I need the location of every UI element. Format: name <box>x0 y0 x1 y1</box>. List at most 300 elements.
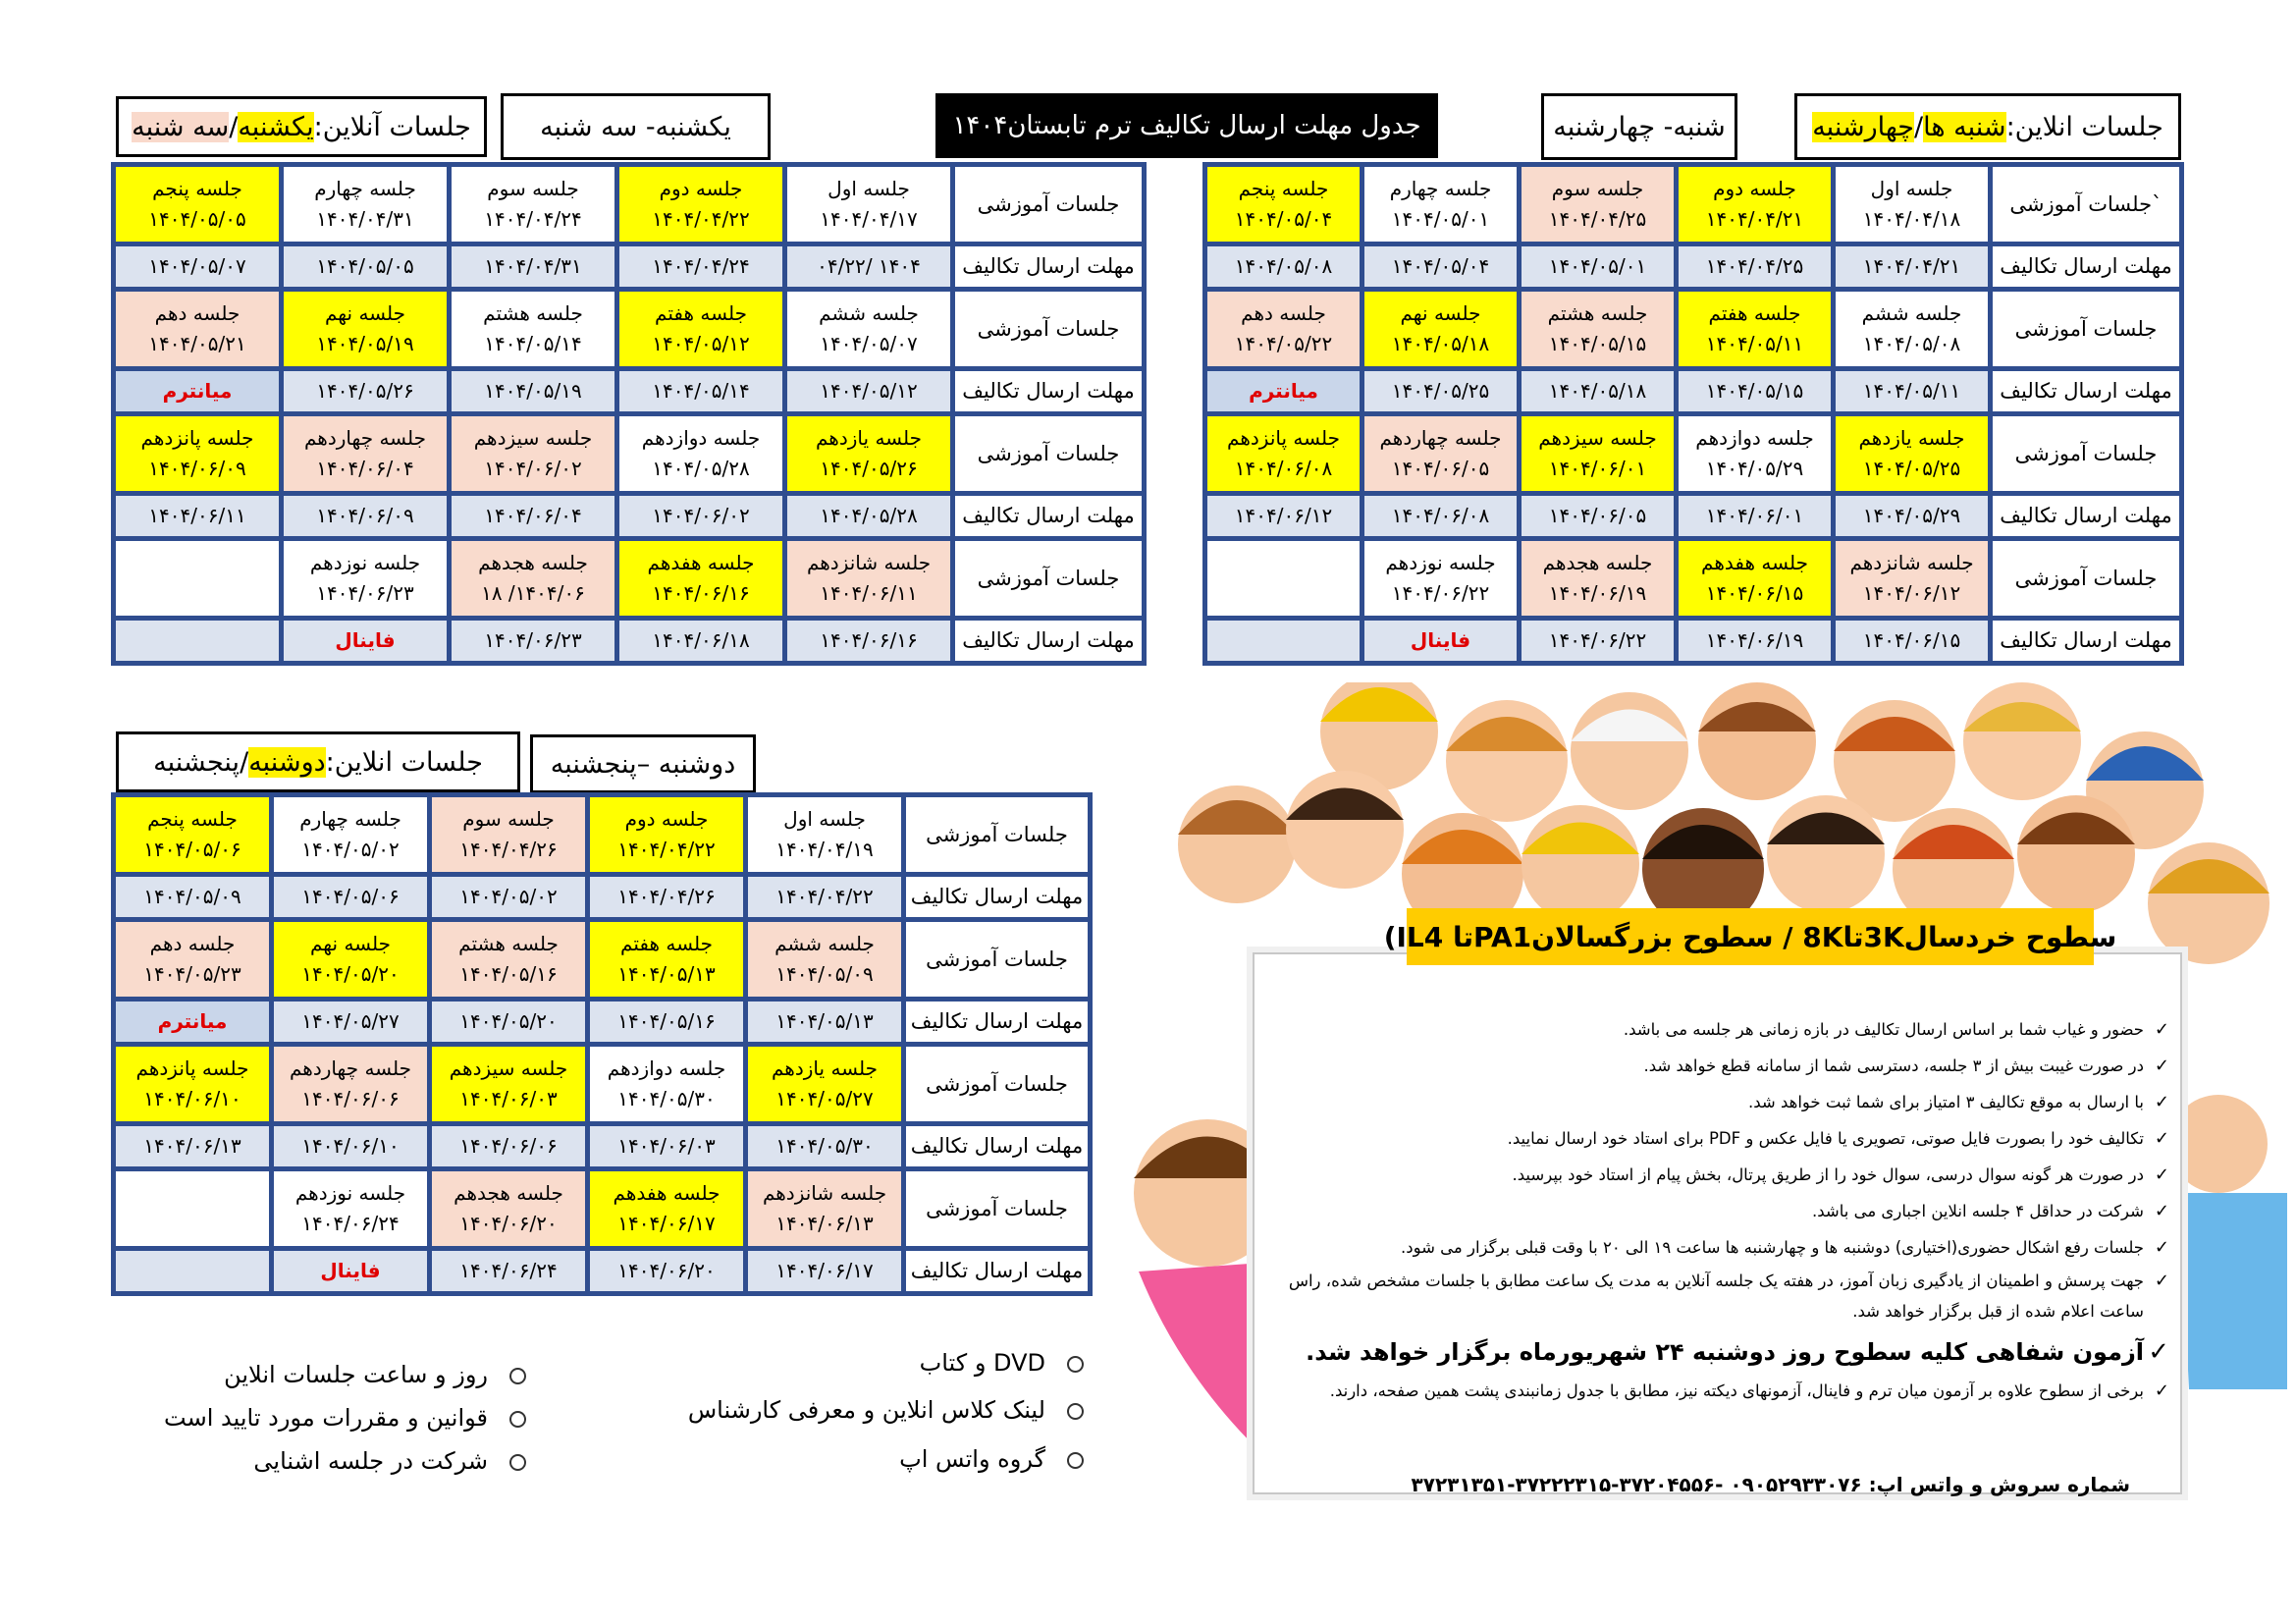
deadline-row <box>116 1251 1088 1291</box>
session-date: ۱۴۰۴/۰۵/۲۶ <box>820 457 918 480</box>
session-name: جلسه اول <box>1870 177 1953 200</box>
session-cell <box>452 167 614 242</box>
deadline-cell: ۱۴۰۴/۰۶/۲۲ <box>1522 621 1674 661</box>
deadline-row <box>116 621 1142 661</box>
session-cell <box>787 541 950 616</box>
row-label-sessions: `جلسات آموزشی <box>1993 167 2179 242</box>
session-name: جلسه دوازدهم <box>641 426 761 450</box>
rule-item <box>1276 1193 2169 1229</box>
deadline-cell: ۱۴۰۴/۰۵/۱۱ <box>1836 371 1988 411</box>
session-cell <box>590 1047 743 1121</box>
session-date: ۱۴۰۴/۰۵/۱۲ <box>652 332 750 355</box>
session-date: ۱۴۰۴/۰۴/۲۵ <box>1548 207 1647 231</box>
circle-bullet-icon <box>509 1368 526 1384</box>
session-date: ۱۴۰۴/۰۵/۲۳ <box>143 962 241 986</box>
deadline-cell: ۱۴۰۴/۰۵/۱۹ <box>452 371 614 411</box>
deadline-cell: ۱۴۰۴/۰۶/۰۴ <box>452 496 614 536</box>
session-cell <box>1679 292 1831 366</box>
session-cell <box>1522 541 1674 616</box>
row-label-deadline: مهلت ارسال تکالیف <box>1993 496 2179 536</box>
deadline-cell <box>116 1251 269 1291</box>
bullet-text: گروه واتس اپ <box>899 1445 1045 1473</box>
session-name: جلسه نوزدهم <box>1385 551 1496 574</box>
session-name: جلسه چهاردهم <box>1379 426 1502 450</box>
session-cell <box>1522 416 1674 491</box>
session-cell <box>590 1171 743 1246</box>
session-date: ۱۴۰۴/۰۵/۰۸ <box>1862 332 1961 355</box>
deadline-cell: ۱۴۰۴/۰۴/۲۵ <box>1679 246 1831 287</box>
label-prefix: جلسات آنلاین: <box>313 111 471 142</box>
session-cell <box>590 797 743 872</box>
bullet-item <box>224 1361 526 1388</box>
exam-cell: میانترم <box>116 371 279 411</box>
rule-text: شرکت در حداقل ۴ جلسه انلاین اجباری می باشد. <box>1812 1202 2144 1220</box>
session-cell <box>1207 416 1360 491</box>
session-name: جلسه هفدهم <box>613 1181 721 1205</box>
session-name: جلسه هشتم <box>1547 301 1648 325</box>
session-cell <box>274 1047 427 1121</box>
check-icon: ✓ <box>2154 1019 2169 1040</box>
page-title-text: جدول مهلت ارسال تکالیف ترم تابستان۱۴۰۴ <box>952 111 1421 140</box>
session-date: ۱۴۰۴/۰۵/۱۳ <box>617 962 716 986</box>
session-cell <box>1364 167 1517 242</box>
session-name: جلسه چهارم <box>299 807 401 831</box>
row-label-deadline: مهلت ارسال تکالیف <box>955 371 1142 411</box>
session-date: ۱۴۰۴/۰۵/۰۲ <box>301 838 400 861</box>
deadline-cell: ۱۴۰۴/۰۵/۰۴ <box>1364 246 1517 287</box>
session-name: جلسه دوازدهم <box>607 1056 726 1080</box>
session-date: ۱۴۰۴/۰۶/ ۱۸ <box>481 581 585 605</box>
rule-item-oral-exam <box>1276 1328 2169 1376</box>
session-cell <box>116 167 279 242</box>
session-row <box>116 292 1142 366</box>
session-cell <box>274 922 427 997</box>
session-name: جلسه هشتم <box>483 301 583 325</box>
session-date: ۱۴۰۴/۰۵/۲۷ <box>775 1087 874 1110</box>
rule-text: جهت پرسش و اطمینان از یادگیری زبان آموز، در هفته یک جلسه آنلاین به مدت یک ساعت مطابق با جلسات مشخص شده، راس ساعت اعلام شده از قبل برگزار خواهد شد. <box>1288 1272 2144 1321</box>
session-date: ۱۴۰۴/۰۶/۱۶ <box>652 581 750 605</box>
session-cell <box>1364 416 1517 491</box>
session-name: جلسه پنجم <box>1238 177 1329 200</box>
session-cell <box>1522 167 1674 242</box>
check-icon: ✓ <box>2154 1128 2169 1149</box>
deadline-cell: ۱۴۰۴/۰۵/۰۱ <box>1522 246 1674 287</box>
session-cell <box>787 416 950 491</box>
session-date: ۱۴۰۴/۰۶/۱۲ <box>1862 581 1961 605</box>
session-name: جلسه ششم <box>774 932 875 955</box>
deadline-cell: ۱۴۰۴/۰۵/۱۲ <box>787 371 950 411</box>
row-label-deadline: مهلت ارسال تکالیف <box>1993 246 2179 287</box>
row-label-sessions: جلسات آموزشی <box>955 167 1142 242</box>
session-name: جلسه چهارم <box>1389 177 1492 200</box>
deadline-row <box>116 1126 1088 1166</box>
session-name: جلسه هفدهم <box>647 551 755 574</box>
levels-banner-text: سطوح خردسال3Kتا8K / سطوح بزرگسالانPA1تا IL4) <box>1383 920 2117 953</box>
session-cell <box>1364 292 1517 366</box>
session-date: ۱۴۰۴/۰۵/۲۵ <box>1862 457 1961 480</box>
deadline-cell: ۱۴۰۴/۰۵/۱۸ <box>1522 371 1674 411</box>
session-cell <box>619 292 782 366</box>
row-label-sessions: جلسات آموزشی <box>906 1047 1088 1121</box>
bullet-text: روز و ساعت جلسات انلاین <box>224 1361 488 1388</box>
session-name: جلسه سوم <box>487 177 579 200</box>
bullet-text: DVD و کتاب <box>919 1349 1045 1377</box>
session-row <box>1207 416 2179 491</box>
deadline-row <box>116 371 1142 411</box>
session-row <box>116 541 1142 616</box>
rule-item <box>1276 1266 2169 1328</box>
label-prefix: جلسات انلاین: <box>325 746 483 778</box>
deadline-cell: ۱۴۰۴/۰۶/۱۶ <box>787 621 950 661</box>
group2-online-label <box>1794 93 2181 160</box>
rule-text: حضور و غیاب شما بر اساس ارسال تکالیف در بازه زمانی هر جلسه می باشد. <box>1623 1020 2144 1039</box>
session-date: ۱۴۰۴/۰۶/۰۲ <box>484 457 582 480</box>
row-label-sessions: جلسات آموزشی <box>1993 416 2179 491</box>
rule-item <box>1276 1011 2169 1048</box>
deadline-cell <box>116 621 279 661</box>
label-rest: سه شنبه <box>132 111 230 142</box>
deadline-cell: ۱۴۰۴/۰۵/۲۰ <box>432 1001 585 1042</box>
row-label-sessions: جلسات آموزشی <box>955 292 1142 366</box>
session-row <box>116 1171 1088 1246</box>
session-cell <box>748 1171 901 1246</box>
circle-bullet-icon <box>1067 1403 1084 1420</box>
session-row <box>1207 167 2179 242</box>
session-name: جلسه اول <box>828 177 910 200</box>
check-icon: ✓ <box>2154 1164 2169 1185</box>
group3-days-label <box>530 734 756 793</box>
circle-bullet-icon <box>1067 1356 1084 1373</box>
session-date: ۱۴۰۴/۰۴/۲۶ <box>459 838 558 861</box>
session-name: جلسه سوم <box>462 807 555 831</box>
session-name: جلسه پنجم <box>147 807 238 831</box>
session-name: جلسه سیزدهم <box>1538 426 1657 450</box>
deadline-cell: ۱۴۰۴/۰۶/۱۸ <box>619 621 782 661</box>
session-date: ۱۴۰۴/۰۶/۰۹ <box>148 457 246 480</box>
deadline-cell: ۱۴۰۴/۰۵/۰۹ <box>116 877 269 917</box>
session-cell <box>619 541 782 616</box>
session-name: جلسه شانزدهم <box>806 551 932 574</box>
check-icon: ✓ <box>2154 1056 2169 1076</box>
session-cell <box>284 292 447 366</box>
session-date: ۱۴۰۴/۰۶/۰۴ <box>316 457 414 480</box>
session-row <box>116 922 1088 997</box>
deadline-cell: ۱۴۰۴/۰۴/۲۴ <box>619 246 782 287</box>
session-cell <box>432 1047 585 1121</box>
label-rest: پنجشنبه <box>153 746 240 778</box>
deadline-cell: ۱۴۰۴/۰۵/۱۵ <box>1679 371 1831 411</box>
session-name: جلسه شانزدهم <box>1849 551 1974 574</box>
deadline-cell: ۱۴۰۴/۰۶/۱۹ <box>1679 621 1831 661</box>
session-date: ۱۴۰۴/۰۴/۱۹ <box>775 838 874 861</box>
deadline-row <box>116 496 1142 536</box>
circle-bullet-icon <box>509 1454 526 1471</box>
deadline-cell: ۱۴۰۴/۰۶/۲۳ <box>452 621 614 661</box>
session-cell <box>590 922 743 997</box>
session-date: ۱۴۰۴/۰۵/۰۴ <box>1234 207 1333 231</box>
session-date: ۱۴۰۴/۰۵/۰۶ <box>143 838 241 861</box>
circle-bullet-icon <box>1067 1452 1084 1469</box>
row-label-deadline: مهلت ارسال تکالیف <box>1993 371 2179 411</box>
bullet-item <box>164 1404 526 1432</box>
session-date: ۱۴۰۴/۰۵/۰۱ <box>1391 207 1490 231</box>
session-cell <box>1679 416 1831 491</box>
session-cell <box>116 1171 269 1246</box>
session-name: جلسه نوزدهم <box>294 1181 406 1205</box>
session-cell <box>116 416 279 491</box>
session-cell <box>1836 292 1988 366</box>
session-date: ۱۴۰۴/۰۶/۲۲ <box>1391 581 1490 605</box>
session-name: جلسه چهاردهم <box>289 1056 411 1080</box>
session-cell <box>748 1047 901 1121</box>
session-date: ۱۴۰۴/۰۵/۲۰ <box>301 962 400 986</box>
check-icon: ✓ <box>2154 1237 2169 1258</box>
session-date: ۱۴۰۴/۰۴/۲۱ <box>1705 207 1804 231</box>
row-label-sessions: جلسات آموزشی <box>906 922 1088 997</box>
deadline-cell: ۱۴۰۴/۰۵/۰۸ <box>1207 246 1360 287</box>
row-label-deadline: مهلت ارسال تکالیف <box>955 621 1142 661</box>
session-date: ۱۴۰۴/۰۵/۱۶ <box>459 962 558 986</box>
rule-text: در صورت هر گونه سوال درسی، سوال خود را از طریق پرتال، بخش پیام از استاد خود بپرسید. <box>1512 1165 2144 1184</box>
levels-banner <box>1383 908 2117 965</box>
deadline-cell: ۱۴۰۴/۰۶/۱۵ <box>1836 621 1988 661</box>
days-text: شنبه- چهارشنبه <box>1553 111 1726 142</box>
session-row <box>1207 292 2179 366</box>
session-date: ۱۴۰۴/۰۵/۲۱ <box>148 332 246 355</box>
session-cell <box>284 541 447 616</box>
group1-days-label <box>501 93 771 160</box>
row-label-deadline: مهلت ارسال تکالیف <box>906 877 1088 917</box>
session-cell <box>116 1047 269 1121</box>
deadline-cell: ۱۴۰۴/۰۵/۳۰ <box>748 1126 901 1166</box>
session-name: جلسه هجدهم <box>1542 551 1653 574</box>
session-name: جلسه هشتم <box>458 932 559 955</box>
deadline-cell: ۱۴۰۴/۰۵/۰۷ <box>116 246 279 287</box>
session-cell <box>1836 416 1988 491</box>
session-name: جلسه پانزدهم <box>1227 426 1340 450</box>
session-cell <box>1207 292 1360 366</box>
session-name: جلسه پانزدهم <box>140 426 254 450</box>
session-date: ۱۴۰۴/۰۴/۲۲ <box>652 207 750 231</box>
days-text: یکشنبه- سه شنبه <box>540 111 731 142</box>
session-name: جلسه هفتم <box>620 932 713 955</box>
row-label-sessions: جلسات آموزشی <box>906 797 1088 872</box>
session-date: ۱۴۰۴/۰۴/۱۸ <box>1862 207 1961 231</box>
session-name: جلسه هفدهم <box>1701 551 1808 574</box>
deadline-cell: ۱۴۰۴/۰۵/۲۵ <box>1364 371 1517 411</box>
row-label-deadline: مهلت ارسال تکالیف <box>1993 621 2179 661</box>
row-label-sessions: جلسات آموزشی <box>955 416 1142 491</box>
deadline-cell: ۱۴۰۴/۰۵/۰۶ <box>274 877 427 917</box>
session-cell <box>1522 292 1674 366</box>
deadline-cell: ۱۴۰۴/۰۶/۱۳ <box>116 1126 269 1166</box>
exam-cell: میانترم <box>1207 371 1360 411</box>
session-cell <box>1207 167 1360 242</box>
bullet-text: قوانین و مقررات مورد تایید است <box>164 1404 488 1432</box>
label-sep: / <box>240 746 249 778</box>
session-name: جلسه سوم <box>1551 177 1644 200</box>
session-cell <box>1836 541 1988 616</box>
group1-online-label <box>116 96 487 157</box>
session-row <box>116 797 1088 872</box>
session-name: جلسه سیزدهم <box>473 426 593 450</box>
session-cell <box>116 541 279 616</box>
session-cell <box>787 167 950 242</box>
session-name: جلسه یازدهم <box>816 426 922 450</box>
row-label-sessions: جلسات آموزشی <box>1993 292 2179 366</box>
session-cell <box>284 167 447 242</box>
rule-text: آزمون شفاهی کلیه سطوح روز دوشنبه ۲۴ شهریورماه برگزار خواهد شد. <box>1306 1338 2144 1366</box>
deadline-cell: ۱۴۰۴/۰۶/۰۸ <box>1364 496 1517 536</box>
deadline-cell: ۱۴۰۴/۰۵/۲۶ <box>284 371 447 411</box>
deadline-cell: ۱۴۰۴/۰۶/۰۱ <box>1679 496 1831 536</box>
session-date: ۱۴۰۴/۰۶/۲۳ <box>316 581 414 605</box>
rule-item <box>1276 1157 2169 1193</box>
session-date: ۱۴۰۴/۰۵/۲۸ <box>652 457 750 480</box>
session-date: ۱۴۰۴/۰۵/۰۵ <box>148 207 246 231</box>
row-label-deadline: مهلت ارسال تکالیف <box>955 496 1142 536</box>
session-date: ۱۴۰۴/۰۵/۰۷ <box>820 332 918 355</box>
deadline-cell: ۱۴۰۴/۰۴/۲۶ <box>590 877 743 917</box>
session-date: ۱۴۰۴/۰۵/۲۲ <box>1234 332 1333 355</box>
deadline-cell: ۱۴۰۴/۰۵/۱۳ <box>748 1001 901 1042</box>
session-name: جلسه دهم <box>149 932 236 955</box>
label-rest: چهارشنبه <box>1812 111 1914 142</box>
session-cell <box>284 416 447 491</box>
circle-bullet-icon <box>509 1411 526 1428</box>
session-row <box>1207 541 2179 616</box>
session-name: جلسه دهم <box>1241 301 1326 325</box>
session-date: ۱۴۰۴/۰۶/۱۳ <box>775 1212 874 1235</box>
session-name: جلسه هفتم <box>655 301 747 325</box>
deadline-cell: ۱۴۰۴/۰۵/۲۷ <box>274 1001 427 1042</box>
bullet-item <box>253 1447 526 1475</box>
rule-item <box>1276 1376 2169 1438</box>
deadline-row <box>116 1001 1088 1042</box>
session-name: جلسه دوم <box>659 177 743 200</box>
session-date: ۱۴۰۴/۰۵/۳۰ <box>617 1087 716 1110</box>
session-date: ۱۴۰۴/۰۶/۱۹ <box>1548 581 1647 605</box>
bullet-text: لینک کلاس انلاین و معرفی کارشناس <box>687 1396 1045 1424</box>
session-cell <box>116 797 269 872</box>
session-name: جلسه یازدهم <box>772 1056 878 1080</box>
deadline-row <box>1207 246 2179 287</box>
deadline-cell: ۱۴۰۴/۰۴/۳۱ <box>452 246 614 287</box>
label-sep: / <box>1914 111 1924 142</box>
session-name: جلسه چهاردهم <box>303 426 426 450</box>
session-date: ۱۴۰۴/۰۵/۰۹ <box>775 962 874 986</box>
deadline-cell <box>1207 621 1360 661</box>
session-name: جلسه اول <box>783 807 866 831</box>
session-row <box>116 167 1142 242</box>
check-icon: ✓ <box>2148 1337 2169 1367</box>
session-cell <box>452 292 614 366</box>
contact-phone-text: شماره سروش و واتس اپ: ۰۹۰۵۲۹۳۳۰۷۶ -۳۷۲۰۴۵۵۶-۳۷۲۲۲۳۱۵-۳۷۲۳۱۳۵۱ <box>1411 1473 2130 1496</box>
check-icon: ✓ <box>2154 1201 2169 1221</box>
deadline-cell: ۱۴۰۴/۰۵/۰۵ <box>284 246 447 287</box>
session-name: جلسه دهم <box>154 301 240 325</box>
deadline-cell: ۱۴۰۴/۰۶/۱۰ <box>274 1126 427 1166</box>
deadline-cell: ۱۴۰۴/۰۶/۲۰ <box>590 1251 743 1291</box>
rule-item <box>1276 1120 2169 1157</box>
session-name: جلسه نهم <box>324 301 405 325</box>
row-label-deadline: مهلت ارسال تکالیف <box>955 246 1142 287</box>
row-label-sessions: جلسات آموزشی <box>906 1171 1088 1246</box>
session-cell <box>274 797 427 872</box>
rule-item <box>1276 1229 2169 1266</box>
session-date: ۱۴۰۴/۰۶/۰۱ <box>1548 457 1647 480</box>
schedule-table-sat-wed <box>1202 162 2184 666</box>
session-date: ۱۴۰۴/۰۶/۰۶ <box>301 1087 400 1110</box>
session-date: ۱۴۰۴/۰۶/۱۷ <box>617 1212 716 1235</box>
label-highlight: شنبه ها <box>1923 111 2006 142</box>
rule-text: با ارسال به موقع تکالیف ۳ امتیاز برای شما ثبت خواهد شد. <box>1747 1093 2144 1111</box>
session-name: جلسه سیزدهم <box>449 1056 568 1080</box>
session-name: جلسه یازدهم <box>1858 426 1965 450</box>
deadline-cell: ۱۴۰۴/۰۴/۲۱ <box>1836 246 1988 287</box>
session-date: ۱۴۰۴/۰۵/۱۵ <box>1548 332 1647 355</box>
session-cell <box>452 541 614 616</box>
session-cell <box>748 922 901 997</box>
label-highlight: دوشنبه <box>248 746 326 778</box>
bullet-item <box>920 1349 1084 1377</box>
session-cell <box>619 416 782 491</box>
session-name: جلسه پنجم <box>152 177 242 200</box>
schedule-table-sun-tue <box>111 162 1147 666</box>
session-date: ۱۴۰۴/۰۵/۱۱ <box>1705 332 1804 355</box>
session-name: جلسه پانزدهم <box>135 1056 249 1080</box>
deadline-row <box>1207 371 2179 411</box>
session-name: جلسه چهارم <box>314 177 416 200</box>
label-prefix: جلسات انلاین: <box>2005 111 2163 142</box>
session-date: ۱۴۰۴/۰۵/۱۸ <box>1391 332 1490 355</box>
session-name: جلسه دوم <box>1713 177 1796 200</box>
row-label-sessions: جلسات آموزشی <box>1993 541 2179 616</box>
rules-list <box>1276 1011 2169 1438</box>
check-icon: ✓ <box>2154 1271 2169 1291</box>
check-icon: ✓ <box>2154 1092 2169 1112</box>
deadline-cell: ۱۴۰۴/۰۶/۰۵ <box>1522 496 1674 536</box>
session-cell <box>1207 541 1360 616</box>
session-row <box>116 416 1142 491</box>
bullet-text: شرکت در جلسه اشنایی <box>253 1447 488 1475</box>
deadline-row <box>1207 496 2179 536</box>
session-date: ۱۴۰۴/۰۶/۰۵ <box>1391 457 1490 480</box>
session-name: جلسه هجدهم <box>454 1181 563 1205</box>
schedule-table-mon-thu <box>111 792 1093 1296</box>
session-name: جلسه هفتم <box>1708 301 1801 325</box>
session-name: جلسه دوازدهم <box>1695 426 1814 450</box>
session-date: ۱۴۰۴/۰۶/۰۸ <box>1234 457 1333 480</box>
session-cell <box>116 292 279 366</box>
session-cell <box>116 922 269 997</box>
contact-phone <box>1411 1473 2130 1496</box>
deadline-row <box>116 877 1088 917</box>
session-cell <box>1679 541 1831 616</box>
session-name: جلسه نهم <box>309 932 391 955</box>
row-label-deadline: مهلت ارسال تکالیف <box>906 1001 1088 1042</box>
group2-days-label <box>1541 93 1737 160</box>
deadline-cell: ۱۴۰۴/۰۶/۱۷ <box>748 1251 901 1291</box>
deadline-cell: ۱۴۰۴/۰۴/۲۲ <box>748 877 901 917</box>
session-date: ۱۴۰۴/۰۶/۲۴ <box>301 1212 400 1235</box>
session-date: ۱۴۰۴/۰۶/۱۰ <box>143 1087 241 1110</box>
deadline-cell: ۱۴۰۴/۰۶/۰۲ <box>619 496 782 536</box>
deadline-cell: ۱۴۰۴/۰۶/۰۹ <box>284 496 447 536</box>
session-cell <box>432 797 585 872</box>
session-date: ۱۴۰۴/۰۴/۲۲ <box>617 838 716 861</box>
rule-text: جلسات رفع اشکال حضوری(اختیاری) دوشنبه ها و چهارشنبه ها ساعت ۱۹ الی ۲۰ با وقت قبلی برگزار می شود. <box>1400 1238 2144 1257</box>
